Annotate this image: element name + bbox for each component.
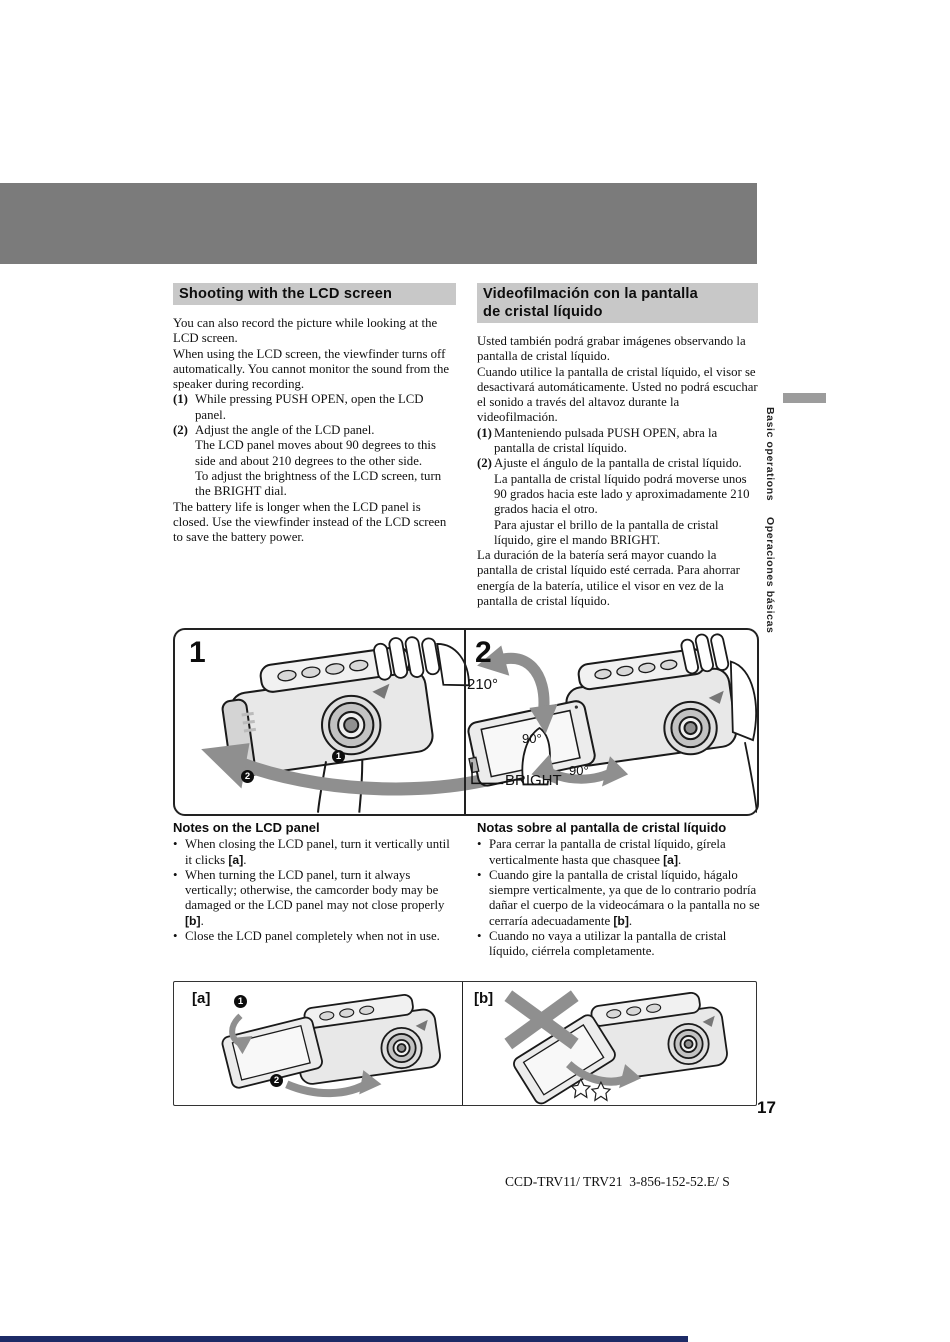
step-2 bbox=[173, 423, 456, 438]
page-number: 17 bbox=[757, 1098, 776, 1117]
note-text: Cuando no vaya a utilizar la pantalla de cristal líquido, ciérrela completamente. bbox=[489, 929, 727, 959]
step-text: Ajuste el ángulo de la pantalla de cristal líquido. bbox=[494, 456, 742, 471]
english-section-heading bbox=[173, 283, 456, 305]
notes-list bbox=[477, 837, 760, 959]
callout-badge-2: 2 bbox=[270, 1074, 283, 1087]
spanish-notes bbox=[477, 820, 760, 960]
note-text: . bbox=[628, 913, 633, 928]
callout-badge-1: 1 bbox=[234, 995, 247, 1008]
callout-badge-2: 2 bbox=[241, 770, 254, 783]
step-text: While pressing PUSH OPEN, open the LCD panel. bbox=[195, 392, 424, 422]
note-item bbox=[173, 837, 456, 868]
angle-90-screen-label: 90° bbox=[522, 731, 542, 746]
paragraph: You can also record the picture while looking at the LCD screen. bbox=[173, 316, 438, 346]
figure-a-label: [a] bbox=[192, 990, 211, 1007]
figure-2-number: 2 bbox=[475, 636, 492, 669]
heading-text: Shooting with the LCD screen bbox=[179, 286, 393, 302]
step-2 bbox=[477, 456, 758, 471]
note-text: . bbox=[243, 852, 247, 867]
paragraph: La duración de la batería será mayor cuando la pantalla de cristal líquido esté cerrada. Para ahorrar energía de la batería, utilice el visor en vez de la pantalla de cristal líquido. bbox=[477, 548, 740, 609]
bright-dial-label: BRIGHT bbox=[505, 772, 562, 789]
side-tab-spanish: Operaciones básicas bbox=[764, 517, 776, 634]
english-notes bbox=[173, 820, 456, 944]
fold-in-arrow bbox=[287, 1082, 370, 1093]
section-tab-bar bbox=[783, 393, 826, 403]
english-column bbox=[173, 283, 456, 545]
figure-1-number: 1 bbox=[189, 636, 206, 669]
note-text: Cuando gire la pantalla de cristal líquido, hágalo siempre verticalmente, ya que de lo contrario podría dañar el cuerpo de la videocámara o la pantalla no se cerraría adecuadamente bbox=[489, 867, 760, 928]
heading-line-2: de cristal líquido bbox=[483, 304, 603, 320]
spanish-column bbox=[477, 283, 758, 609]
angle-90-swing-label: 90° bbox=[569, 763, 589, 778]
note-item bbox=[477, 837, 760, 868]
step-1 bbox=[477, 426, 758, 457]
figure-box-notes bbox=[173, 981, 757, 1106]
step-detail: La pantalla de cristal líquido podrá moverse unos 90 grados hacia este lado y aproximadamente 210 grados hacia el otro. bbox=[494, 471, 750, 517]
figure-ref: [b] bbox=[185, 913, 201, 928]
step-text: Adjust the angle of the LCD panel. bbox=[195, 423, 375, 438]
step-text: Manteniendo pulsada PUSH OPEN, abra la pantalla de cristal líquido. bbox=[494, 425, 718, 456]
step-number: (1) bbox=[477, 425, 492, 440]
paragraph: When using the LCD screen, the viewfinder turns off automatically. You cannot monitor the sound from the speaker during recording. bbox=[173, 346, 450, 392]
note-item bbox=[477, 929, 760, 960]
notes-list bbox=[173, 837, 456, 944]
prohibited-x-mark bbox=[508, 996, 574, 1044]
paragraph: Cuando utilice la pantalla de cristal líquido, el visor se desactivará automáticamente. Usted no podrá escuchar el sonido a través del altavoz durante la videofilmación. bbox=[477, 364, 758, 425]
note-text: . bbox=[200, 913, 204, 928]
step-number: (2) bbox=[173, 423, 188, 438]
camcorder-steps-illustration bbox=[175, 630, 757, 814]
side-tab-english: Basic operations bbox=[764, 407, 776, 502]
figure-divider bbox=[464, 630, 466, 814]
note-text: Para cerrar la pantalla de cristal líquido, gírela verticalmente hasta que chasquee bbox=[489, 837, 726, 867]
camcorder-notes-illustration bbox=[174, 982, 756, 1105]
spanish-section-heading bbox=[477, 283, 758, 323]
document-code: CCD-TRV11/ TRV21 3-856-152-52.E/ S bbox=[505, 1174, 730, 1189]
paragraph: The battery life is longer when the LCD panel is closed. Use the viewfinder instead of the LCD screen to save the battery power. bbox=[173, 499, 447, 545]
note-item bbox=[173, 929, 456, 944]
bottom-edge-bar bbox=[0, 1336, 688, 1342]
note-item bbox=[477, 868, 760, 929]
step-1 bbox=[173, 392, 456, 423]
paragraph: Usted también podrá grabar imágenes observando la pantalla de cristal líquido. bbox=[477, 334, 746, 364]
note-text: . bbox=[678, 852, 682, 867]
notes-heading: Notes on the LCD panel bbox=[173, 820, 320, 835]
callout-badge-1: 1 bbox=[332, 750, 345, 763]
figure-b-label: [b] bbox=[474, 990, 494, 1007]
note-text: Close the LCD panel completely when not in use. bbox=[185, 929, 440, 944]
note-text: When closing the LCD panel, turn it vertically until it clicks bbox=[185, 837, 450, 867]
step-number: (2) bbox=[477, 456, 492, 471]
figure-divider bbox=[462, 982, 463, 1105]
note-text: When turning the LCD panel, turn it always vertically; otherwise, the camcorder body may be damaged or the LCD panel may not close properly bbox=[185, 867, 445, 913]
step-detail: The LCD panel moves about 90 degrees to this side and about 210 degrees to the other side. bbox=[195, 438, 436, 468]
figure-ref: [a] bbox=[663, 852, 679, 867]
notes-heading: Notas sobre al pantalla de cristal líquido bbox=[477, 820, 727, 835]
figure-ref: [a] bbox=[228, 852, 244, 867]
figure-box-steps bbox=[173, 628, 759, 816]
angle-210-label: 210° bbox=[467, 676, 499, 693]
step-detail: Para ajustar el brillo de la pantalla de cristal líquido, gire el mando BRIGHT. bbox=[494, 517, 719, 547]
step-detail: To adjust the brightness of the LCD screen, turn the BRIGHT dial. bbox=[195, 468, 442, 499]
chapter-header-band bbox=[0, 183, 757, 264]
figure-ref: [b] bbox=[613, 913, 629, 928]
step-number: (1) bbox=[173, 392, 188, 407]
note-item bbox=[173, 868, 456, 929]
heading-line-1: Videofilmación con la pantalla bbox=[483, 286, 698, 302]
